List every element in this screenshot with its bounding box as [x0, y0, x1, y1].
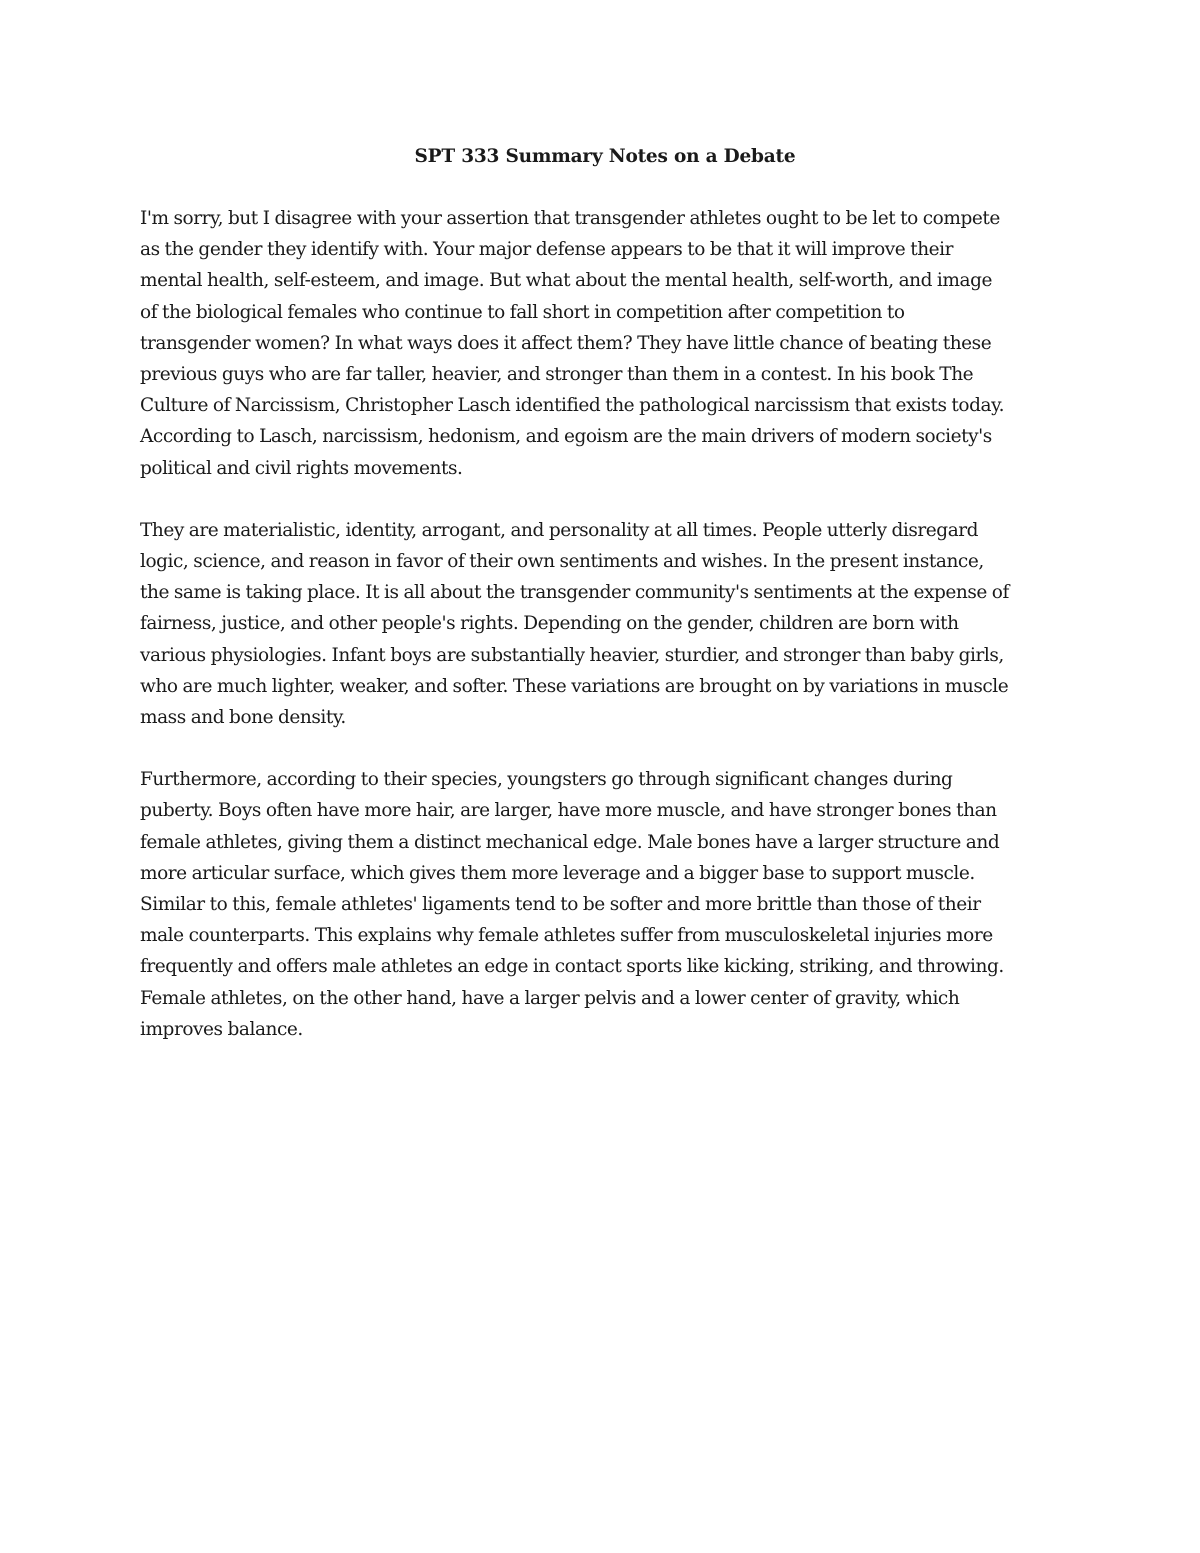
paragraph-line: I'm sorry, but I disagree with your assertion that transgender athletes ought to be let to compete: [140, 208, 1000, 229]
paragraph-line: According to Lasch, narcissism, hedonism, and egoism are the main drivers of modern society's: [140, 426, 992, 448]
paragraph-1: [140, 203, 1070, 484]
paragraph-3: [140, 764, 1070, 1045]
paragraph-line: They are materialistic, identity, arrogant, and personality at all times. People utterly disregard: [140, 519, 979, 541]
document-body: [140, 141, 1070, 1076]
paragraph-line: more articular surface, which gives them more leverage and a bigger base to support muscle.: [140, 862, 975, 884]
paragraph-line: female athletes, giving them a distinct mechanical edge. Male bones have a larger structure and: [140, 831, 1000, 853]
paragraph-line: Similar to this, female athletes' ligaments tend to be softer and more brittle than those of their: [140, 894, 981, 916]
paragraph-line: improves balance.: [140, 1018, 303, 1040]
paragraph-line: mass and bone density.: [140, 707, 346, 729]
paragraph-line: previous guys who are far taller, heavier, and stronger than them in a contest. In his book The: [140, 364, 974, 386]
document-title: SPT 333 Summary Notes on a Debate: [414, 146, 796, 167]
paragraph-line: who are much lighter, weaker, and softer. These variations are brought on by variations in muscle: [140, 675, 1009, 697]
paragraph-line: as the gender they identify with. Your major defense appears to be that it will improve their: [140, 239, 954, 261]
paragraph-line: frequently and offers male athletes an edge in contact sports like kicking, striking, and throwing.: [140, 956, 1004, 978]
paragraph-line: Furthermore, according to their species, youngsters go through significant changes during: [140, 769, 953, 791]
paragraph-line: the same is taking place. It is all about the transgender community's sentiments at the expense of: [140, 582, 1009, 604]
paragraph-line: of the biological females who continue to fall short in competition after competition to: [140, 301, 905, 323]
paragraph-line: logic, science, and reason in favor of their own sentiments and wishes. In the present instance,: [140, 551, 984, 573]
paragraph-line: fairness, justice, and other people's rights. Depending on the gender, children are born with: [140, 613, 959, 635]
paragraph-line: puberty. Boys often have more hair, are larger, have more muscle, and have stronger bones than: [140, 800, 997, 822]
paragraph-line: various physiologies. Infant boys are substantially heavier, sturdier, and stronger than baby girls,: [140, 644, 1004, 666]
paragraph-line: male counterparts. This explains why female athletes suffer from musculoskeletal injuries more: [140, 925, 993, 947]
paragraph-line: Culture of Narcissism, Christopher Lasch identified the pathological narcissism that exists today.: [140, 395, 1005, 417]
paragraph-2: [140, 515, 1070, 733]
paragraph-line: political and civil rights movements.: [140, 457, 463, 479]
paragraph-line: transgender women? In what ways does it affect them? They have little chance of beating these: [140, 332, 992, 354]
paragraph-line: Female athletes, on the other hand, have a larger pelvis and a lower center of gravity, which: [140, 987, 960, 1009]
paragraph-line: mental health, self-esteem, and image. But what about the mental health, self-worth, and image: [140, 270, 992, 292]
